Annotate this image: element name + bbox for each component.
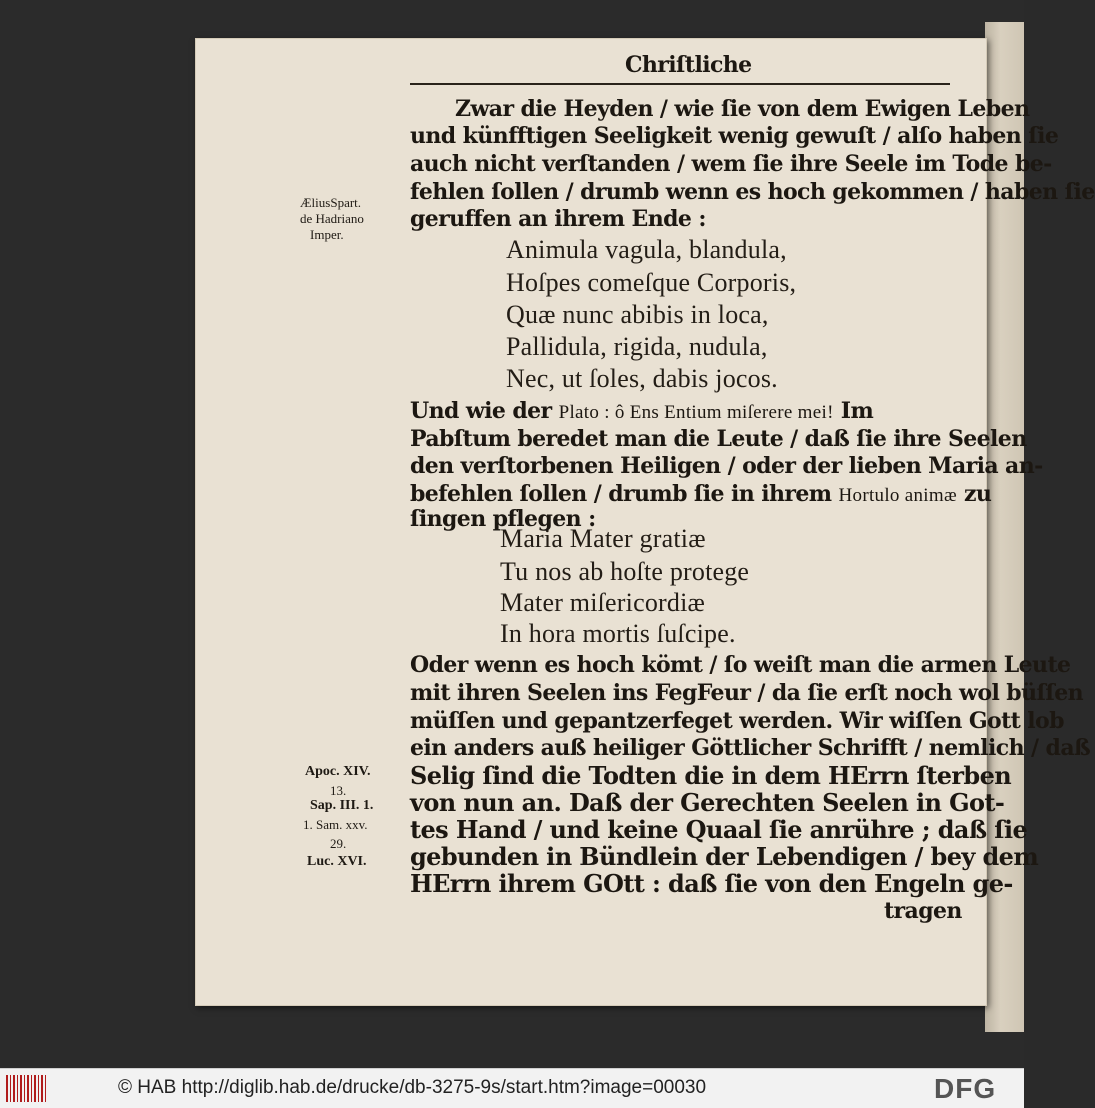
body-line: tes Hand / und keine Quaal ſie anrühre ; daß ſie [410, 815, 1028, 844]
body-line: mit ihren Seelen ins FegFeur / da ſie erſt noch wol büſſen [410, 680, 1083, 706]
copyright-link[interactable]: © HAB http://diglib.hab.de/drucke/db-3275-9s/start.htm?image=00030 [118, 1077, 707, 1098]
verse-line: Tu nos ab hoſte protege [500, 557, 750, 586]
body-line [410, 481, 991, 509]
verse-line: Maria Mater gratiæ [500, 524, 706, 553]
body-line: von nun an. Daß der Gerechten Seelen in Got- [410, 788, 1005, 817]
body-line [410, 398, 873, 426]
margin-note: ÆliusSpart. [300, 195, 362, 210]
body-line: Zwar die Heyden / wie ſie von dem Ewigen Leben [455, 96, 1030, 122]
verse-line: Mater miſericordiæ [500, 588, 706, 617]
hab-barcode-logo-icon [6, 1075, 48, 1102]
margin-note: 1. Sam. xxv. [303, 817, 368, 832]
catchword: tragen [884, 898, 962, 924]
body-line: auch nicht verſtanden / wem ſie ihre Seele im Tode be- [410, 151, 1052, 177]
body-line: gebunden in Bündlein der Lebendigen / bey dem [410, 842, 1039, 871]
body-line: Oder wenn es hoch kömt / ſo weiſt man die armen Leute [410, 652, 1071, 678]
verse-line: Animula vagula, blandula, [506, 235, 787, 264]
body-line: geruffen an ihrem Ende : [410, 206, 706, 232]
footer-bar [0, 1068, 1024, 1108]
latin-title: Hortulo animæ [838, 485, 957, 506]
margin-note: Sap. III. 1. [310, 798, 374, 813]
margin-note: Imper. [310, 227, 344, 242]
body-line: HErrn ihrem GOtt : daß ſie von den Engeln ge- [410, 869, 1013, 898]
text-run: zu [964, 481, 992, 507]
margin-note: Luc. XVI. [307, 854, 367, 869]
body-line: müſſen und gepantzerfeget werden. Wir wiſſen Gott lob [410, 708, 1064, 734]
body-line: ein anders auß heiliger Göttlicher Schrifft / nemlich / daß [410, 735, 1091, 761]
margin-note: 29. [330, 836, 347, 851]
verse-line: Quæ nunc abibis in loca, [506, 300, 769, 329]
verse-line: Hoſpes comeſque Corporis, [506, 268, 797, 297]
header-rule [410, 83, 950, 85]
verse-line: In hora mortis ſuſcipe. [500, 619, 736, 648]
text-run: Und wie der [410, 398, 552, 424]
body-line: ſingen pflegen : [410, 506, 596, 532]
latin-quote: Plato : ô Ens Entium miſerere mei! [558, 402, 834, 423]
body-line: und künfftigen Seeligkeit wenig gewuſt / alſo haben ſie [410, 123, 1059, 149]
verse-line: Pallidula, rigida, nudula, [506, 332, 768, 361]
margin-note: de Hadriano [300, 211, 364, 226]
running-header: Chriſtliche [625, 52, 752, 78]
body-line: fehlen ſollen / drumb wenn es hoch gekommen / haben ſie [410, 179, 1095, 205]
margin-note: 13. [330, 783, 347, 798]
margin-note: Apoc. XIV. [305, 764, 371, 779]
body-line: Pabſtum beredet man die Leute / daß ſie ihre Seelen [410, 426, 1027, 452]
verse-line: Nec, ut ſoles, dabis jocos. [506, 364, 778, 393]
dfg-logo: DFG [934, 1073, 997, 1104]
body-line: Selig ſind die Todten die in dem HErrn ſterben [410, 761, 1012, 790]
body-line: den verſtorbenen Heiligen / oder der lieben Maria an- [410, 453, 1043, 479]
text-run: befehlen ſollen / drumb ſie in ihrem [410, 481, 832, 507]
text-run: Im [840, 398, 874, 424]
